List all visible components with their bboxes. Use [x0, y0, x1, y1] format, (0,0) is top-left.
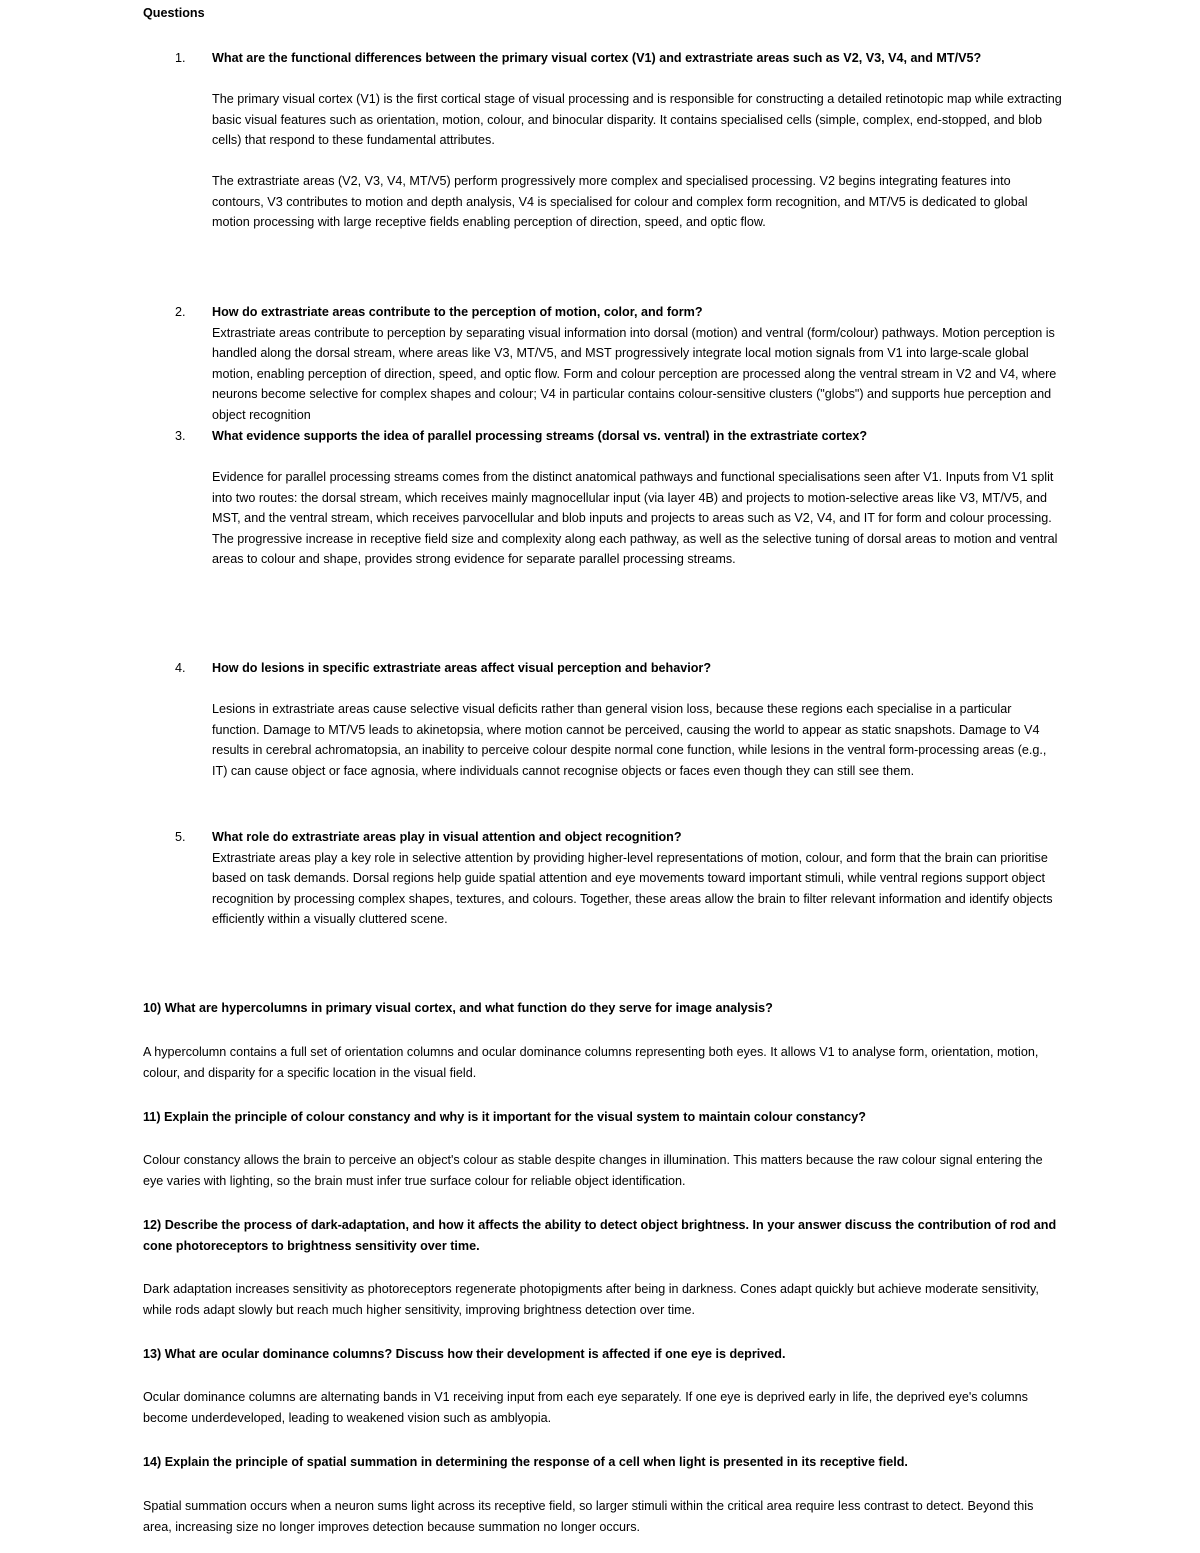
answer-paragraph: The primary visual cortex (V1) is the first cortical stage of visual processing and is responsible for constructing a detailed retinotopic map while extracting basic visual features such as orientation, motion, colour, and binocular disparity. It contains specialised cells (simple, complex, end-stopped, and blob cells) that respond to these fundamental attributes.	[212, 92, 1062, 147]
answer-paragraph-11: Colour constancy allows the brain to perceive an object's colour as stable despite changes in illumination. This matters because the raw colour signal entering the eye varies with lighting, so the brain must infer true surface colour for reliable object identification.	[143, 1153, 1043, 1188]
answer-paragraph: Extrastriate areas contribute to perception by separating visual information into dorsal (motion) and ventral (form/colour) pathways. Motion perception is handled along the dorsal stream, where areas like V3, MT/V5, and MST progressively integrate local motion signals from V1 into large-scale global motion, enabling perception of direction, speed, and optic flow. Form and colour perception are processed along the ventral stream in V2 and V4, where neurons become selective for complex shapes and colour; V4 in particular contains colour-sensitive clusters ("globs") and supports hue perception and object recognition	[212, 325, 1057, 422]
answer-paragraph-10: A hypercolumn contains a full set of orientation columns and ocular dominance columns representing both eyes. It allows V1 to analyse form, orientation, motion, colour, and disparity for a specific location in the visual field.	[143, 1045, 1039, 1080]
answer-paragraph: The extrastriate areas (V2, V3, V4, MT/V5) perform progressively more complex and specialised processing. V2 begins integrating features into contours, V3 contributes to motion and depth analysis, V4 is specialised for colour and complex form recognition, and MT/V5 is dedicated to global motion processing with large receptive fields enabling perception of direction, speed, and optic flow.	[212, 174, 1028, 229]
question-number: 1.	[175, 51, 186, 65]
question-number: 3.	[175, 429, 186, 443]
question-number: 4.	[175, 661, 186, 675]
answer-paragraph: Evidence for parallel processing streams comes from the distinct anatomical pathways and functional specialisations seen after V1. Inputs from V1 split into two routes: the dorsal stream, which receives mainly magnocellular input (via layer 4B) and projects to motion-selective areas like V3, MT/V5, and MST, and the ventral stream, which receives parvocellular and blob inputs and projects to areas such as V2, V4, and IT for form and colour processing. The progressive increase in receptive field size and complexity along each pathway, as well as the selective tuning of dorsal areas to motion and ventral areas to colour and shape, provides strong evidence for separate parallel processing streams.	[212, 470, 1058, 566]
question-title: What evidence supports the idea of parallel processing streams (dorsal vs. ventral) in the extrastriate cortex?	[212, 429, 868, 443]
answer-paragraph-14: Spatial summation occurs when a neuron sums light across its receptive field, so larger stimuli within the critical area require less contrast to detect. Beyond this area, increasing size no longer improves detection because summation no longer occurs.	[143, 1499, 1034, 1534]
question-title-12: 12) Describe the process of dark-adaptation, and how it affects the ability to detect object brightness. In your answer discuss the contribution of rod and cone photoreceptors to brightness sensitivity over time.	[143, 1218, 1057, 1253]
question-title-14: 14) Explain the principle of spatial summation in determining the response of a cell when light is presented in its receptive field.	[143, 1455, 908, 1469]
page-heading: Questions	[143, 6, 205, 20]
answer-paragraph-13: Ocular dominance columns are alternating bands in V1 receiving input from each eye separately. If one eye is deprived early in life, the deprived eye's columns become underdeveloped, leading to weakened vision such as amblyopia.	[143, 1390, 1028, 1425]
question-title: How do lesions in specific extrastriate areas affect visual perception and behavior?	[212, 661, 712, 675]
question-body	[212, 658, 1062, 781]
question-body	[212, 48, 1062, 233]
question-body	[212, 827, 1062, 930]
question-title: How do extrastriate areas contribute to the perception of motion, color, and form?	[212, 305, 703, 319]
answer-paragraph-12: Dark adaptation increases sensitivity as photoreceptors regenerate photopigments after being in darkness. Cones adapt quickly but achieve moderate sensitivity, while rods adapt slowly but reach much higher sensitivity, improving brightness detection over time.	[143, 1282, 1039, 1317]
question-title: What are the functional differences between the primary visual cortex (V1) and extrastriate areas such as V2, V3, V4, and MT/V5?	[212, 51, 982, 65]
answer-paragraph: Lesions in extrastriate areas cause selective visual deficits rather than general vision loss, because these regions each specialise in a particular function. Damage to MT/V5 leads to akinetopsia, where motion cannot be perceived, causing the world to appear as static snapshots. Damage to V4 results in cerebral achromatopsia, an inability to perceive colour despite normal cone function, while lesions in the ventral form-processing areas (e.g., IT) can cause object or face agnosia, where individuals cannot recognise objects or faces even though they can still see them.	[212, 702, 1047, 778]
question-number: 2.	[175, 305, 186, 319]
question-body	[212, 302, 1062, 425]
answer-paragraph: Extrastriate areas play a key role in selective attention by providing higher-level representations of motion, colour, and form that the brain can prioritise based on task demands. Dorsal regions help guide spatial attention and eye movements toward important stimuli, while ventral regions support object recognition by processing complex shapes, textures, and colours. Together, these areas allow the brain to filter relevant information and identify objects efficiently within a visually cluttered scene.	[212, 850, 1053, 926]
question-body	[212, 426, 1062, 570]
question-title-11: 11) Explain the principle of colour constancy and why is it important for the visual system to maintain colour constancy?	[143, 1110, 866, 1124]
question-title-10: 10) What are hypercolumns in primary visual cortex, and what function do they serve for image analysis?	[143, 1001, 773, 1015]
question-title: What role do extrastriate areas play in visual attention and object recognition?	[212, 830, 682, 844]
question-title-13: 13) What are ocular dominance columns? Discuss how their development is affected if one eye is deprived.	[143, 1347, 786, 1361]
question-number: 5.	[175, 830, 186, 844]
